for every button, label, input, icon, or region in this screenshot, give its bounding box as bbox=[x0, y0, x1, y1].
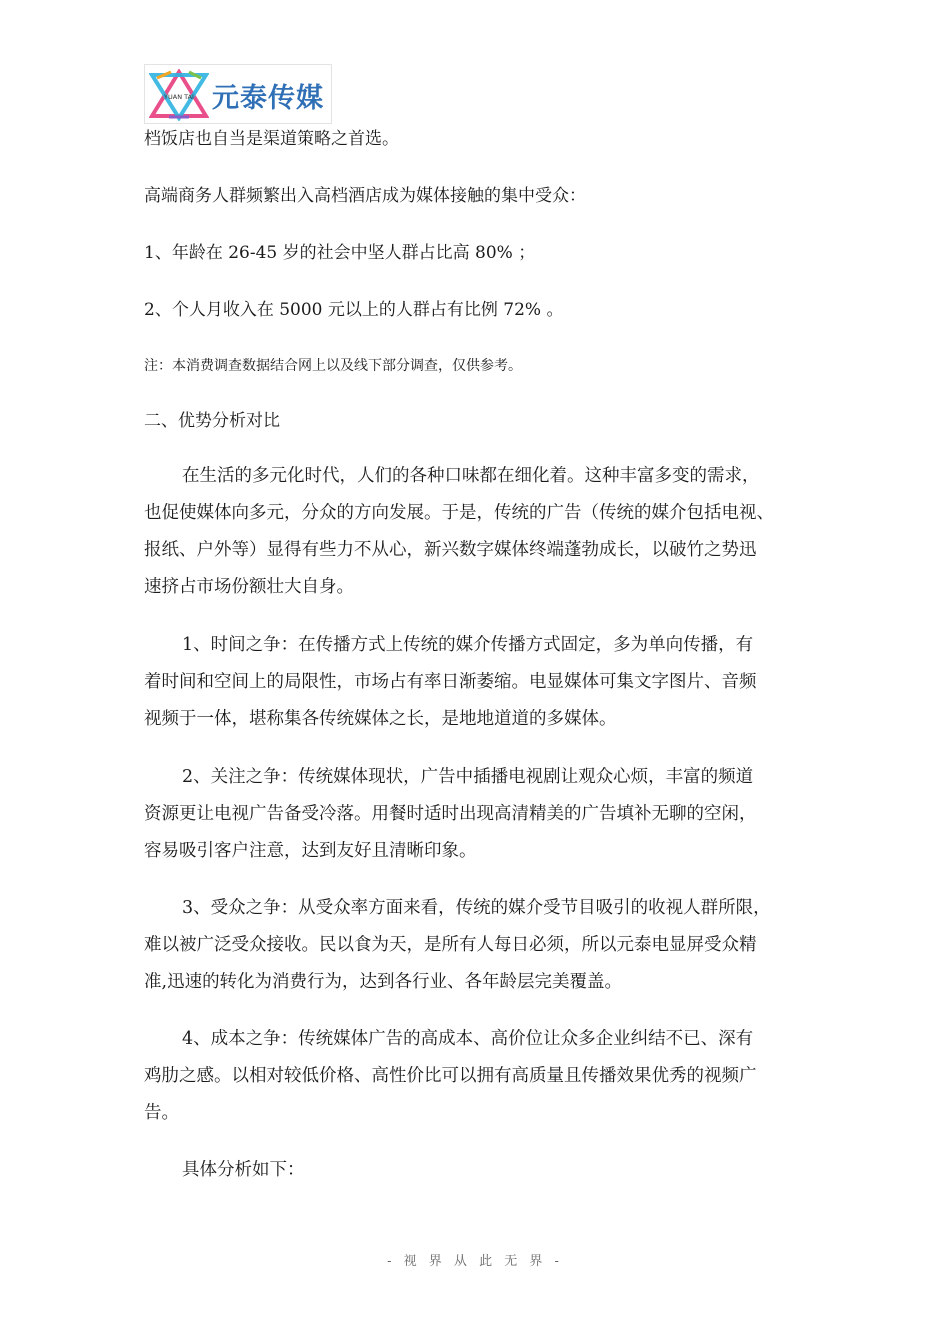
company-logo bbox=[144, 64, 332, 124]
paragraph-line: 也促使媒体向多元，分众的方向发展。于是，传统的广告（传统的媒介包括电视、 bbox=[144, 503, 774, 523]
time-paragraph bbox=[144, 635, 808, 746]
audience-paragraph bbox=[144, 898, 808, 1009]
income-stat-line: 2、个人月收入在 5000 元以上的人群占有比例 72% 。 bbox=[144, 300, 564, 320]
cost-paragraph bbox=[144, 1029, 808, 1140]
conclusion-paragraph bbox=[144, 1160, 808, 1197]
paragraph-line: 4、成本之争：传统媒体广告的高成本、高价位让众多企业纠结不已、深有 bbox=[182, 1029, 754, 1049]
logo-emblem-icon bbox=[149, 69, 209, 121]
paragraph-line: 鸡肋之感。以相对较低价格、高性价比可以拥有高质量且传播效果优秀的视频广 bbox=[144, 1066, 757, 1086]
paragraph-line: 准,迅速的转化为消费行为，达到各行业、各年龄层完美覆盖。 bbox=[144, 972, 623, 992]
section-title: 二、优势分析对比 bbox=[144, 411, 280, 431]
paragraph-line: 1、时间之争：在传播方式上传统的媒介传播方式固定，多为单向传播，有 bbox=[182, 635, 754, 655]
paragraph-line: 着时间和空间上的局限性，市场占有率日渐萎缩。电显媒体可集文字图片、音频 bbox=[144, 672, 757, 692]
paragraph-line: 难以被广泛受众接收。民以食为天，是所有人每日必须，所以元泰电显屏受众精 bbox=[144, 935, 757, 955]
paragraph-line: 速挤占市场份额壮大自身。 bbox=[144, 577, 354, 597]
paragraph-line: 容易吸引客户注意，达到友好且清晰印象。 bbox=[144, 841, 477, 861]
logo-text: 元泰传媒 bbox=[212, 83, 324, 114]
paragraph-line: 具体分析如下： bbox=[182, 1160, 305, 1180]
paragraph-line: 视频于一体，堪称集各传统媒体之长，是地地道道的多媒体。 bbox=[144, 709, 617, 729]
logo-emblem-text: YUAN TAI bbox=[164, 93, 194, 101]
paragraph-line: 报纸、户外等）显得有些力不从心，新兴数字媒体终端蓬勃成长，以破竹之势迅 bbox=[144, 540, 757, 560]
audience-heading: 高端商务人群频繁出入高档酒店成为媒体接触的集中受众： bbox=[144, 186, 586, 206]
attention-paragraph bbox=[144, 767, 808, 878]
paragraph-line: 在生活的多元化时代，人们的各种口味都在细化着。这种丰富多变的需求， bbox=[182, 466, 760, 486]
paragraph-line: 资源更让电视广告备受冷落。用餐时适时出现高清精美的广告填补无聊的空闲， bbox=[144, 804, 757, 824]
survey-note: 注：本消费调查数据结合网上以及线下部分调查，仅供参考。 bbox=[144, 358, 522, 374]
paragraph-line: 告。 bbox=[144, 1103, 179, 1123]
page-footer: - 视 界 从 此 无 界 - bbox=[387, 1254, 563, 1269]
continuation-line: 档饭店也自当是渠道策略之首选。 bbox=[144, 129, 399, 149]
paragraph-line: 2、关注之争：传统媒体现状，广告中插播电视剧让观众心烦，丰富的频道 bbox=[182, 767, 754, 787]
intro-paragraph bbox=[144, 466, 808, 614]
paragraph-line: 3、受众之争：从受众率方面来看，传统的媒介受节目吸引的收视人群所限， bbox=[182, 898, 771, 918]
age-stat-line: 1、年龄在 26-45 岁的社会中坚人群占比高 80% ； bbox=[144, 243, 536, 263]
